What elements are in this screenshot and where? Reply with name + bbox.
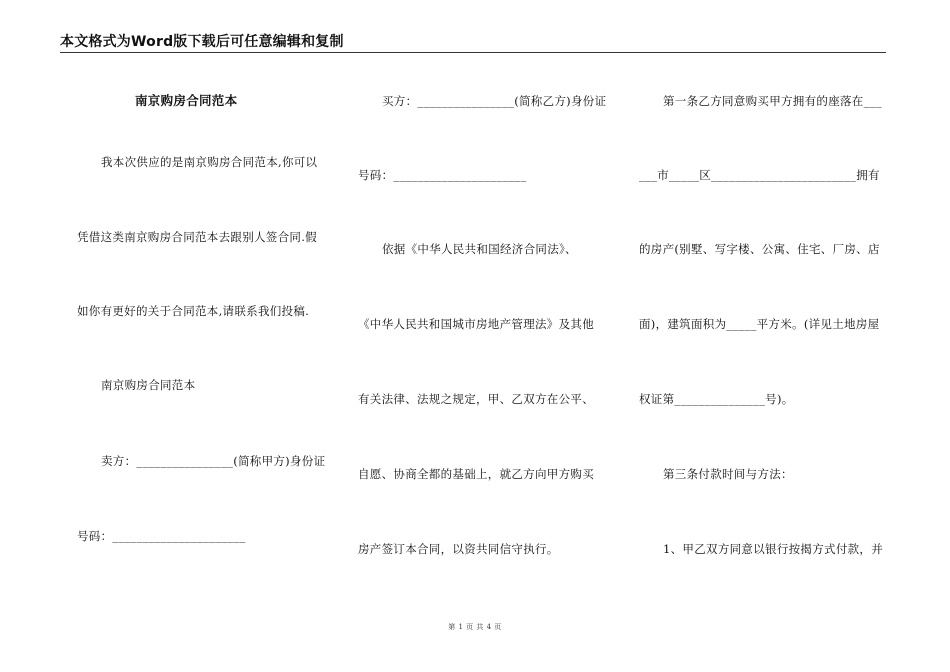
text-line: 面)，建筑面积为_____平方米。(详见土地房屋 bbox=[639, 317, 880, 331]
text-line: 号码：______________________ bbox=[358, 168, 527, 182]
text-line: 的房产(别墅、写字楼、公寓、住宅、厂房、店 bbox=[639, 242, 880, 256]
text-line: 有关法律、法规之规定，甲、乙双方在公平、 bbox=[358, 392, 594, 406]
text-line: 卖方：________________(简称甲方)身份证 bbox=[101, 454, 326, 468]
text-line: 凭借这类南京购房合同范本去跟别人签合同.假 bbox=[77, 230, 317, 244]
text-line: 自愿、协商全都的基础上，就乙方向甲方购买 bbox=[358, 467, 594, 481]
text-line: 权证第_______________号)。 bbox=[639, 392, 794, 406]
text-line: 我本次供应的是南京购房合同范本,你可以 bbox=[101, 155, 318, 169]
text-line: 第一条乙方同意购买甲方拥有的座落在___ bbox=[663, 94, 882, 108]
text-column-2 bbox=[358, 0, 607, 640]
text-line: 《中华人民共和国城市房地产管理法》及其他 bbox=[358, 317, 594, 331]
text-line: 买方：________________(简称乙方)身份证 bbox=[382, 94, 607, 108]
text-line: 1、甲乙双方同意以银行按揭方式付款，并 bbox=[663, 542, 884, 556]
text-line: 第三条付款时间与方法： bbox=[663, 467, 793, 481]
text-line: 号码：______________________ bbox=[77, 529, 246, 543]
text-line: 依据《中华人民共和国经济合同法》、 bbox=[382, 242, 577, 256]
text-line: 如你有更好的关于合同范本,请联系我们投稿. bbox=[77, 304, 310, 318]
text-line: 南京购房合同范本 bbox=[101, 378, 196, 392]
text-column-1 bbox=[77, 0, 326, 640]
text-column-3 bbox=[639, 0, 882, 640]
text-line: ___市_____区________________________拥有 bbox=[639, 168, 880, 182]
header-banner-text: 本文格式为Word版下载后可任意编辑和复制 bbox=[60, 34, 344, 50]
document-title: 南京购房合同范本 bbox=[135, 93, 238, 108]
page-footer: 第 1 页 共 4 页 bbox=[448, 623, 502, 631]
text-line: 房产签订本合同，以资共同信守执行。 bbox=[358, 542, 559, 556]
